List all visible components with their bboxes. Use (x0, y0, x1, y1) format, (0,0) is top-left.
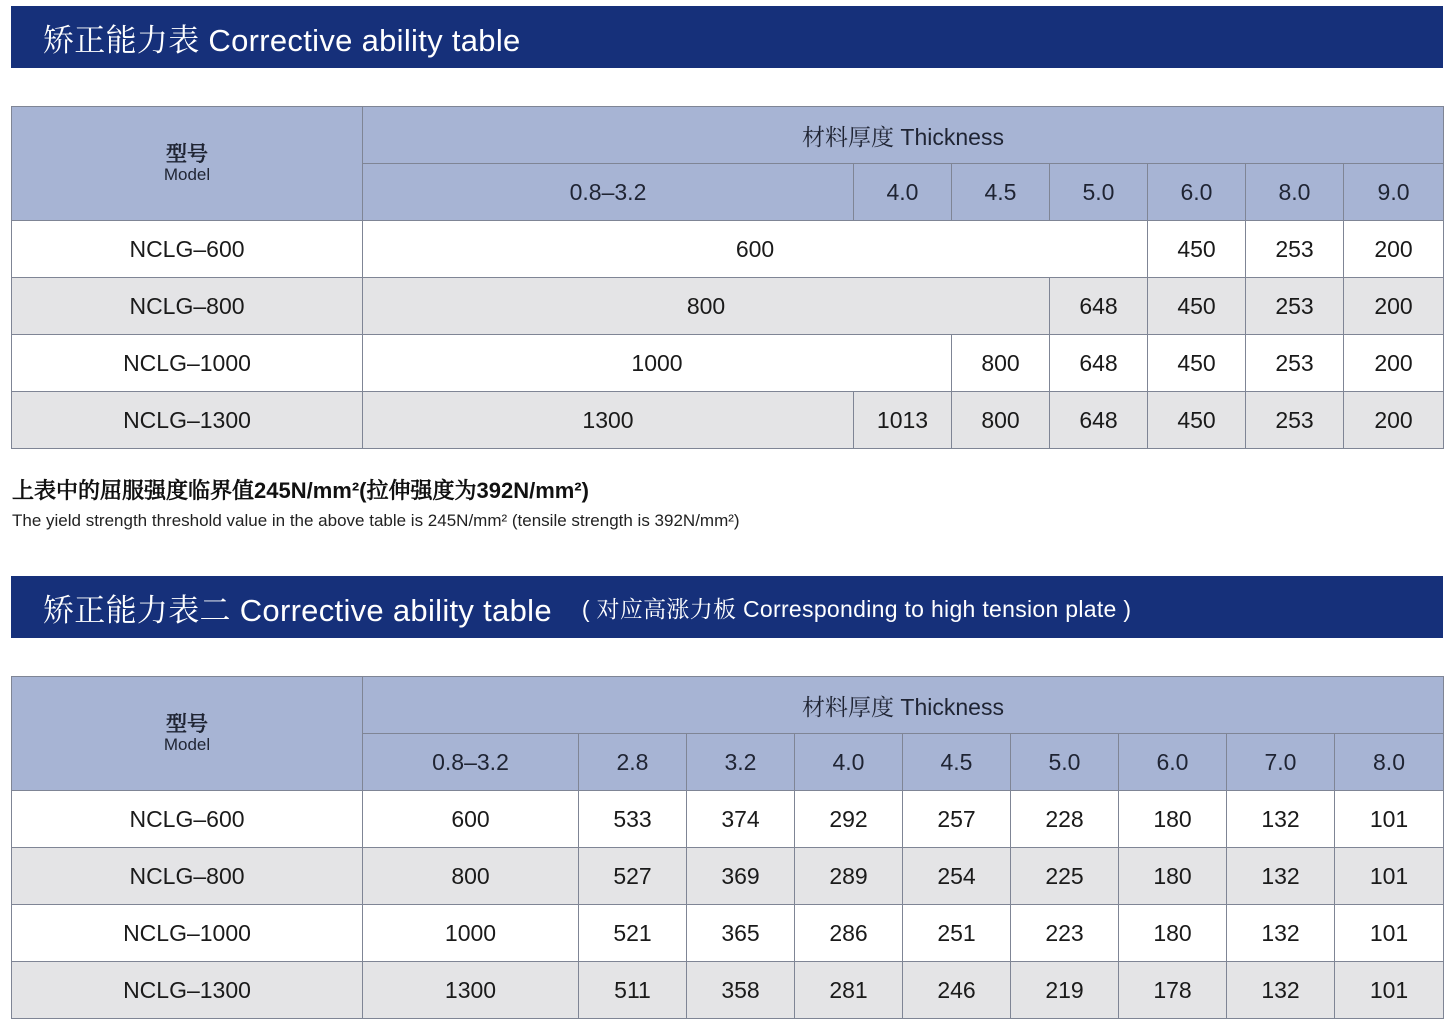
capacity-cell: 253 (1246, 278, 1344, 335)
capacity-cell: 1013 (854, 392, 952, 449)
table-row (12, 221, 1444, 278)
capacity-cell: 219 (1011, 962, 1119, 1019)
thickness-column-header: 8.0 (1335, 734, 1444, 791)
capacity-cell: 228 (1011, 791, 1119, 848)
model-header-en: Model (163, 734, 211, 754)
capacity-cell: 132 (1227, 791, 1335, 848)
model-cell: NCLG–1000 (12, 905, 363, 962)
capacity-cell: 1000 (363, 905, 579, 962)
capacity-cell: 521 (579, 905, 687, 962)
capacity-cell: 200 (1344, 221, 1444, 278)
capacity-cell: 527 (579, 848, 687, 905)
thickness-column-header: 8.0 (1246, 164, 1344, 221)
capacity-cell: 246 (903, 962, 1011, 1019)
capacity-cell: 253 (1246, 335, 1344, 392)
thickness-column-header: 4.5 (903, 734, 1011, 791)
capacity-cell: 800 (363, 278, 1050, 335)
thickness-column-header: 2.8 (579, 734, 687, 791)
thickness-column-header: 9.0 (1344, 164, 1444, 221)
thickness-column-header: 0.8–3.2 (363, 734, 579, 791)
model-cell: NCLG–800 (12, 848, 363, 905)
corrective-ability-table-2 (11, 676, 1444, 1019)
capacity-cell: 223 (1011, 905, 1119, 962)
capacity-cell: 132 (1227, 962, 1335, 1019)
capacity-cell: 450 (1148, 392, 1246, 449)
table-2-body (12, 791, 1444, 1019)
model-column-header (12, 107, 363, 221)
capacity-cell: 374 (687, 791, 795, 848)
thickness-column-header: 4.0 (795, 734, 903, 791)
capacity-cell: 1300 (363, 392, 854, 449)
section-2-title: 矫正能力表二 Corrective ability table (43, 592, 552, 628)
table-row (12, 392, 1444, 449)
capacity-cell: 289 (795, 848, 903, 905)
corrective-ability-table-1 (11, 106, 1444, 449)
capacity-cell: 600 (363, 221, 1148, 278)
thickness-column-header: 6.0 (1148, 164, 1246, 221)
capacity-cell: 365 (687, 905, 795, 962)
capacity-cell: 450 (1148, 335, 1246, 392)
model-cell: NCLG–1300 (12, 392, 363, 449)
capacity-cell: 132 (1227, 848, 1335, 905)
capacity-cell: 369 (687, 848, 795, 905)
capacity-cell: 225 (1011, 848, 1119, 905)
thickness-column-header: 6.0 (1119, 734, 1227, 791)
table-row (12, 278, 1444, 335)
section-2-subtitle: ( 对应高涨力板 Corresponding to high tension plate ) (581, 595, 1132, 622)
thickness-column-header: 4.5 (952, 164, 1050, 221)
section-1-title-banner (11, 6, 1443, 68)
capacity-cell: 533 (579, 791, 687, 848)
capacity-cell: 648 (1050, 392, 1148, 449)
model-column-header (12, 677, 363, 791)
thickness-column-header: 4.0 (854, 164, 952, 221)
yield-strength-note-zh: 上表中的屈服强度临界值245N/mm²(拉伸强度为392N/mm²) (12, 478, 589, 503)
capacity-cell: 200 (1344, 335, 1444, 392)
table-row (12, 905, 1444, 962)
capacity-cell: 254 (903, 848, 1011, 905)
table-row (12, 335, 1444, 392)
capacity-cell: 101 (1335, 791, 1444, 848)
capacity-cell: 511 (579, 962, 687, 1019)
model-header-zh: 型号 (166, 142, 208, 166)
capacity-cell: 358 (687, 962, 795, 1019)
capacity-cell: 200 (1344, 392, 1444, 449)
capacity-cell: 450 (1148, 278, 1246, 335)
capacity-cell: 178 (1119, 962, 1227, 1019)
capacity-cell: 648 (1050, 335, 1148, 392)
capacity-cell: 281 (795, 962, 903, 1019)
model-header-en: Model (163, 164, 211, 184)
capacity-cell: 1300 (363, 962, 579, 1019)
section-2-title-banner (11, 576, 1443, 638)
capacity-cell: 800 (952, 392, 1050, 449)
model-header-zh: 型号 (166, 712, 208, 736)
section-1-title: 矫正能力表 Corrective ability table (43, 22, 521, 58)
thickness-column-header: 5.0 (1050, 164, 1148, 221)
capacity-cell: 180 (1119, 905, 1227, 962)
thickness-column-header: 5.0 (1011, 734, 1119, 791)
thickness-column-header: 7.0 (1227, 734, 1335, 791)
capacity-cell: 101 (1335, 905, 1444, 962)
capacity-cell: 800 (952, 335, 1050, 392)
capacity-cell: 292 (795, 791, 903, 848)
capacity-cell: 253 (1246, 392, 1344, 449)
capacity-cell: 101 (1335, 962, 1444, 1019)
thickness-column-header: 3.2 (687, 734, 795, 791)
capacity-cell: 648 (1050, 278, 1148, 335)
capacity-cell: 257 (903, 791, 1011, 848)
model-cell: NCLG–800 (12, 278, 363, 335)
capacity-cell: 600 (363, 791, 579, 848)
table-row (12, 962, 1444, 1019)
capacity-cell: 251 (903, 905, 1011, 962)
thickness-group-header: 材料厚度 Thickness (363, 677, 1444, 734)
capacity-cell: 132 (1227, 905, 1335, 962)
model-cell: NCLG–600 (12, 791, 363, 848)
thickness-column-header: 0.8–3.2 (363, 164, 854, 221)
capacity-cell: 800 (363, 848, 579, 905)
model-cell: NCLG–600 (12, 221, 363, 278)
capacity-cell: 253 (1246, 221, 1344, 278)
table-row (12, 791, 1444, 848)
capacity-cell: 286 (795, 905, 903, 962)
capacity-cell: 180 (1119, 791, 1227, 848)
yield-strength-note-en: The yield strength threshold value in the above table is 245N/mm² (tensile strength is 392N/mm²) (12, 511, 740, 530)
capacity-cell: 200 (1344, 278, 1444, 335)
capacity-cell: 101 (1335, 848, 1444, 905)
capacity-cell: 450 (1148, 221, 1246, 278)
capacity-cell: 180 (1119, 848, 1227, 905)
model-cell: NCLG–1300 (12, 962, 363, 1019)
table-1-body (12, 221, 1444, 449)
thickness-group-header: 材料厚度 Thickness (363, 107, 1444, 164)
capacity-cell: 1000 (363, 335, 952, 392)
model-cell: NCLG–1000 (12, 335, 363, 392)
table-row (12, 848, 1444, 905)
